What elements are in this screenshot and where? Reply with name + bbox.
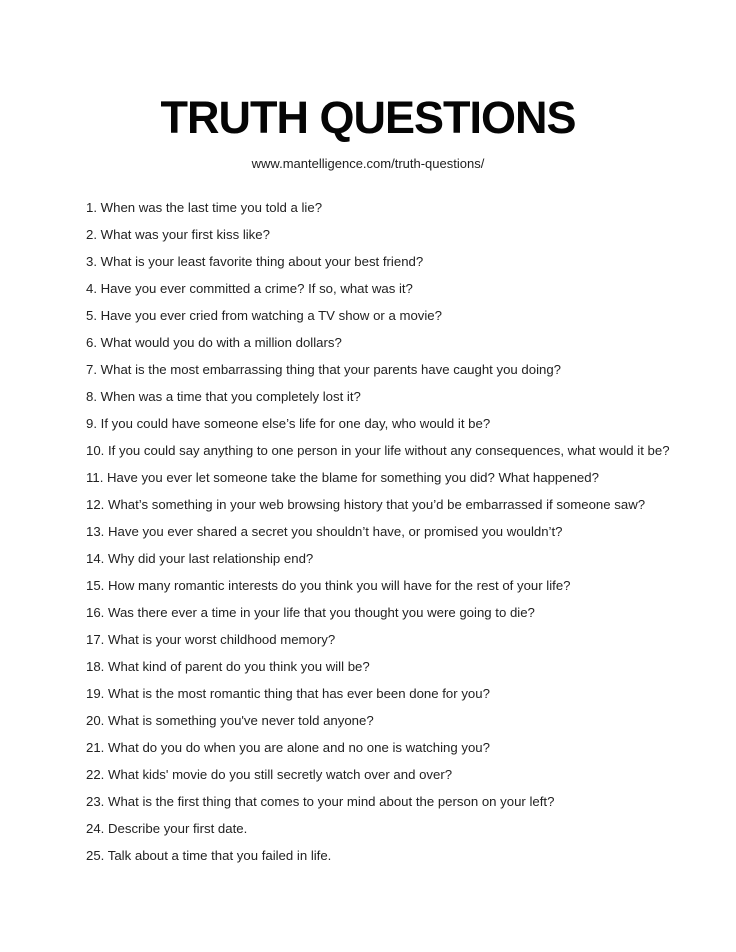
question-item-5: 5. Have you ever cried from watching a TV show or a movie? [86, 307, 442, 323]
question-item-22: 22. What kids' movie do you still secretly watch over and over? [86, 766, 453, 782]
question-item-10: 10. If you could say anything to one person in your life without any consequences, what would it be? [86, 442, 670, 458]
question-item-8: 8. When was a time that you completely lost it? [86, 388, 361, 404]
question-item-13: 13. Have you ever shared a secret you shouldn’t have, or promised you wouldn’t? [86, 523, 563, 539]
question-list [86, 199, 670, 864]
question-item-7: 7. What is the most embarrassing thing that your parents have caught you doing? [86, 361, 562, 377]
question-item-4: 4. Have you ever committed a crime? If so, what was it? [86, 280, 413, 296]
page-title: TRUTH QUESTIONS [160, 92, 576, 143]
question-item-3: 3. What is your least favorite thing about your best friend? [86, 253, 424, 269]
question-item-11: 11. Have you ever let someone take the blame for something you did? What happened? [86, 469, 599, 485]
question-item-21: 21. What do you do when you are alone and no one is watching you? [86, 739, 490, 755]
question-item-17: 17. What is your worst childhood memory? [86, 631, 336, 647]
question-item-14: 14. Why did your last relationship end? [86, 550, 314, 566]
question-item-18: 18. What kind of parent do you think you will be? [86, 658, 370, 674]
question-item-1: 1. When was the last time you told a lie? [86, 199, 323, 215]
question-item-24: 24. Describe your first date. [86, 820, 248, 836]
question-item-12: 12. What’s something in your web browsing history that you’d be embarrassed if someone saw? [86, 496, 646, 512]
question-item-6: 6. What would you do with a million dollars? [86, 334, 342, 350]
question-item-15: 15. How many romantic interests do you think you will have for the rest of your life? [86, 577, 571, 593]
source-url: www.mantelligence.com/truth-questions/ [251, 156, 485, 171]
question-item-25: 25. Talk about a time that you failed in life. [86, 847, 332, 863]
question-item-9: 9. If you could have someone else’s life for one day, who would it be? [86, 415, 491, 431]
question-item-19: 19. What is the most romantic thing that has ever been done for you? [86, 685, 490, 701]
question-item-20: 20. What is something you've never told anyone? [86, 712, 374, 728]
question-item-23: 23. What is the first thing that comes to your mind about the person on your left? [86, 793, 555, 809]
question-item-2: 2. What was your first kiss like? [86, 226, 270, 242]
question-item-16: 16. Was there ever a time in your life that you thought you were going to die? [86, 604, 535, 620]
